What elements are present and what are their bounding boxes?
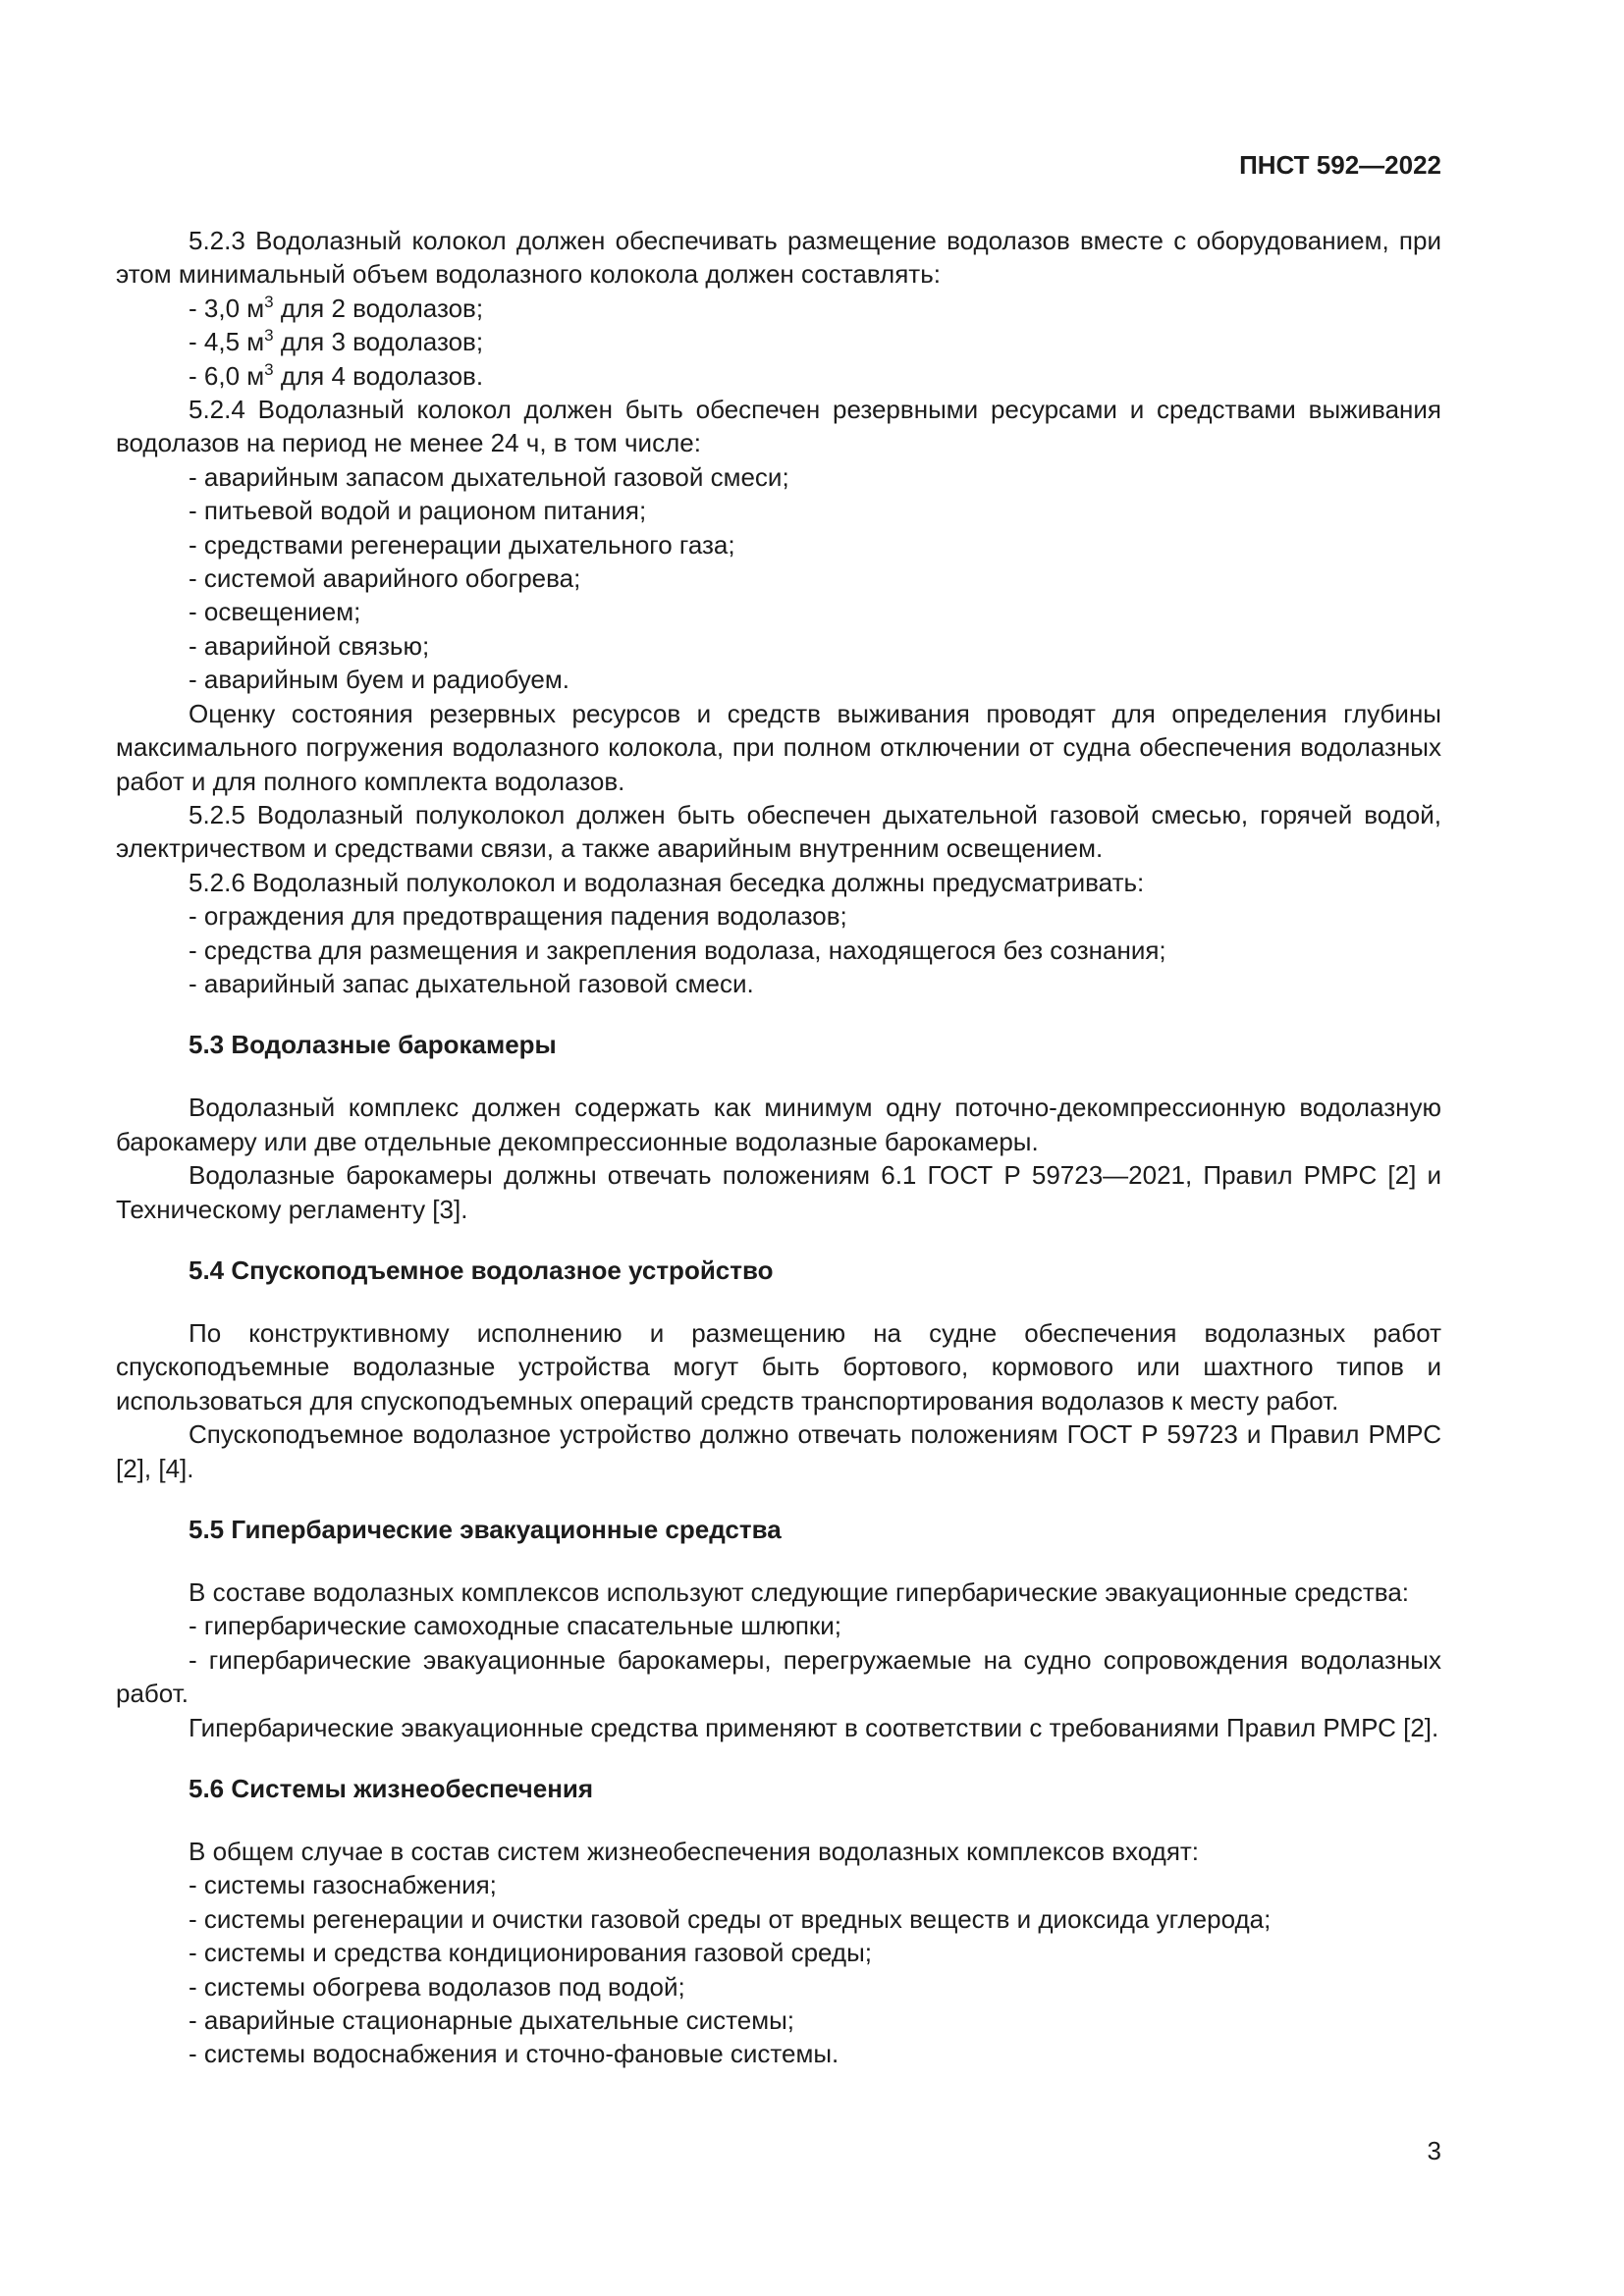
clause-5-2-4: 5.2.4 Водолазный колокол должен быть обеспечен резервными ресурсами и средствами выживания водолазов на период не менее 24 ч, в том числе:: [116, 395, 1441, 458]
section-5-3-para-1: Водолазный комплекс должен содержать как минимум одну поточно-декомпрессионную водолазную барокамеру или две отдельные декомпрессионные водолазные барокамеры.: [116, 1093, 1441, 1156]
clause-5-2-4-note: Оценку состояния резервных ресурсов и средств выживания проводят для определения глубины максимального погружения водолазного колокола, при полном отключении от судна обеспечения водолазных работ и для полного комплекта водолазов.: [116, 698, 1441, 796]
document-code: ПНСТ 592—2022: [1239, 150, 1441, 180]
list-item: - освещением;: [189, 597, 361, 627]
section-heading-5-6: 5.6 Системы жизнеобеспечения: [189, 1774, 594, 1804]
clause-5-2-3: 5.2.3 Водолазный колокол должен обеспечивать размещение водолазов вместе с оборудованием, при этом минимальный объем водолазного колокола должен составлять:: [116, 226, 1441, 290]
list-item: - гипербарические эвакуационные барокамеры, перегружаемые на судно сопровождения водолазных работ.: [116, 1644, 1441, 1709]
list-item: - гипербарические самоходные спасательные шлюпки;: [189, 1611, 842, 1641]
list-item: - 3,0 $м^3$ для 2 водолазов;: [189, 292, 484, 323]
list-item: - системы и средства кондиционирования газовой среды;: [189, 1938, 872, 1968]
clause-5-2-6: 5.2.6 Водолазный полуколокол и водолазная беседка должны предусматривать:: [189, 867, 1145, 897]
list-item: - 4,5 $м^3$ для 3 водолазов;: [189, 326, 484, 357]
list-item: - аварийные стационарные дыхательные системы;: [189, 2005, 795, 2036]
section-5-4-para-2: Спускоподъемное водолазное устройство должно отвечать положениям ГОСТ Р 59723 и Правил РМРС [2], [4].: [116, 1419, 1441, 1483]
list-item: - аварийный запас дыхательной газовой смеси.: [189, 968, 754, 998]
list-item: - аварийным буем и радиобуем.: [189, 665, 569, 695]
section-5-4-para-1: По конструктивному исполнению и размещению на судне обеспечения водолазных работ спускоподъемные водолазные устройства могут быть бортового, кормового или шахтного типов и использоваться для спускоподъемных операций средств транспортирования водолазов к месту работ.: [116, 1317, 1441, 1415]
list-item: - системы обогрева водолазов под водой;: [189, 1971, 685, 2002]
section-5-3-para-2: Водолазные барокамеры должны отвечать положениям 6.1 ГОСТ Р 59723—2021, Правил РМРС [2] и Техническому регламенту [3].: [116, 1160, 1441, 1224]
section-5-5-para-1: В составе водолазных комплексов используют следующие гипербарические эвакуационные средства:: [189, 1577, 1409, 1607]
list-item: - питьевой водой и рационом питания;: [189, 496, 647, 526]
list-item: - 6,0 $м^3$ для 4 водолазов.: [189, 359, 484, 391]
list-item: - средства для размещения и закрепления водолаза, находящегося без сознания;: [189, 934, 1166, 965]
section-heading-5-5: 5.5 Гипербарические эвакуационные средства: [189, 1515, 782, 1544]
list-item: - системы газоснабжения;: [189, 1870, 497, 1900]
list-item: - системы регенерации и очистки газовой среды от вредных веществ и диоксида углерода;: [189, 1903, 1272, 1934]
clause-5-2-5: 5.2.5 Водолазный полуколокол должен быть обеспечен дыхательной газовой смесью, горячей водой, электричеством и средствами связи, а также аварийным внутренним освещением.: [116, 799, 1441, 864]
list-item: - системы водоснабжения и сточно-фановые системы.: [189, 2039, 839, 2069]
list-item: - системой аварийного обогрева;: [189, 563, 581, 594]
list-item: - ограждения для предотвращения падения водолазов;: [189, 901, 847, 932]
list-item: - аварийным запасом дыхательной газовой смеси;: [189, 461, 789, 492]
list-item: - средствами регенерации дыхательного газа;: [189, 529, 735, 560]
document-page: [116, 0, 1441, 2296]
section-5-5-para-2: Гипербарические эвакуационные средства применяют в соответствии с требованиями Правил РМРС [2].: [189, 1712, 1439, 1742]
document-body: [116, 224, 1441, 2071]
page-number: 3: [1427, 2136, 1441, 2165]
section-5-6-para-1: В общем случае в состав систем жизнеобеспечения водолазных комплексов входят:: [189, 1837, 1200, 1867]
list-item: - аварийной связью;: [189, 630, 430, 661]
section-heading-5-4: 5.4 Спускоподъемное водолазное устройство: [189, 1255, 774, 1285]
section-heading-5-3: 5.3 Водолазные барокамеры: [189, 1030, 557, 1060]
